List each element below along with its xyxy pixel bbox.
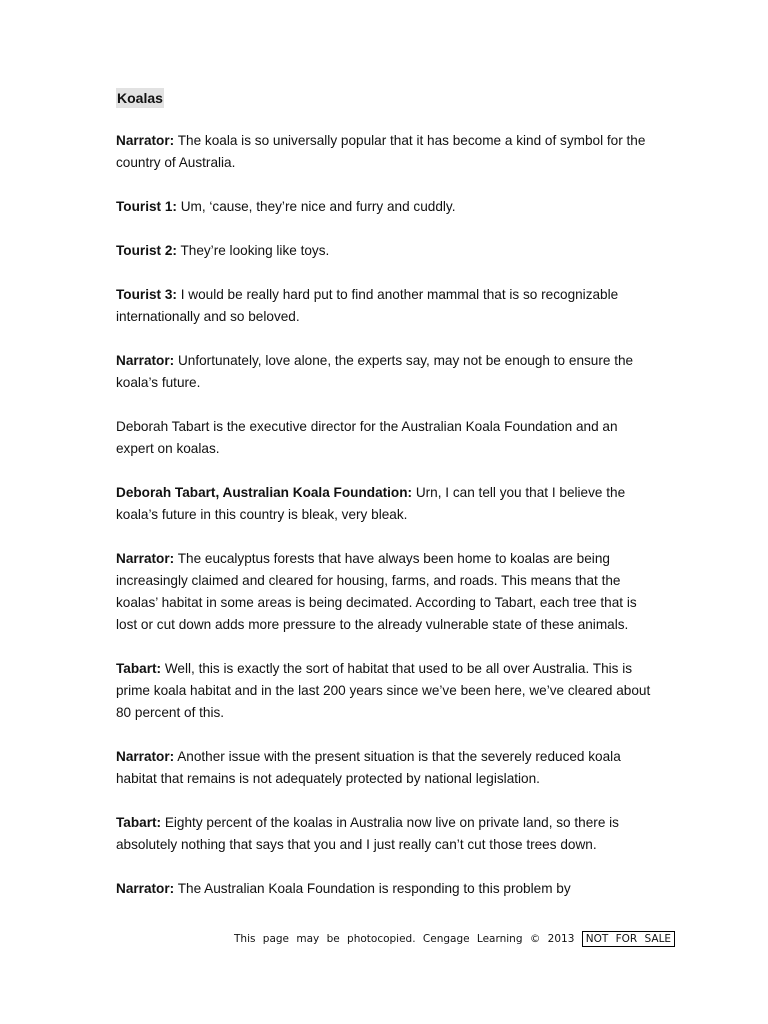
paragraph-text: Another issue with the present situation is that the severely reduced koala habitat that remains is not adequately protected by national legislation. (116, 749, 621, 786)
paragraph-narrator-4 (116, 746, 656, 790)
speaker-label: Narrator: (116, 551, 175, 566)
speaker-label: Tabart: (116, 661, 162, 676)
paragraph-text: Eighty percent of the koalas in Australia now live on private land, so there is absolutely nothing that says that you and I just really can’t cut those trees down. (116, 815, 619, 852)
paragraph-text: They’re looking like toys. (176, 243, 330, 258)
paragraph-deborah-tabart (116, 482, 656, 526)
paragraph-text: Deborah Tabart is the executive director for the Australian Koala Foundation and an expert on koalas. (116, 419, 618, 456)
photocopy-notice: This page may be photocopied. Cengage Learning © 2013 (234, 933, 575, 945)
paragraph-narrator-1 (116, 130, 656, 174)
speaker-label: Narrator: (116, 749, 175, 764)
page-footer (234, 931, 672, 947)
speaker-label: Deborah Tabart, Australian Koala Foundation: (116, 485, 413, 500)
speaker-label: Tourist 3: (116, 287, 177, 302)
paragraph-tourist-1 (116, 196, 656, 218)
paragraph-tourist-2 (116, 240, 656, 262)
paragraph-text: Well, this is exactly the sort of habitat that used to be all over Australia. This is prime koala habitat and in the last 200 years since we’ve been here, we’ve cleared about 80 percent of this. (116, 661, 651, 720)
paragraph-tabart-2 (116, 812, 656, 856)
paragraph-text: Urn, I can tell you that I believe the koala’s future in this country is bleak, very bleak. (116, 485, 626, 522)
paragraph-text: The koala is so universally popular that it has become a kind of symbol for the country of Australia. (116, 133, 646, 170)
speaker-label: Tabart: (116, 815, 162, 830)
paragraph-text: The Australian Koala Foundation is responding to this problem by (174, 881, 571, 896)
paragraph-narrator-5 (116, 878, 656, 900)
not-for-sale-stamp: NOT FOR SALE (582, 931, 675, 947)
speaker-label: Narrator: (116, 133, 175, 148)
paragraph-text: I would be really hard put to find another mammal that is so recognizable internationally and so beloved. (116, 287, 619, 324)
paragraph-tabart-1 (116, 658, 656, 724)
speaker-label: Narrator: (116, 881, 175, 896)
document-title: Koalas (117, 90, 163, 106)
document-page (116, 88, 656, 922)
paragraph-narrator-3 (116, 548, 656, 636)
paragraph-text: Unfortunately, love alone, the experts say, may not be enough to ensure the koala’s future. (116, 353, 634, 390)
paragraph-tourist-3 (116, 284, 656, 328)
paragraph-text: The eucalyptus forests that have always been home to koalas are being increasingly claimed and cleared for housing, farms, and roads. This means that the koalas’ habitat in some areas is being decimated. According to Tabart, each tree that is lost or cut down adds more pressure to the already vulnerable state of these animals. (116, 551, 637, 632)
speaker-label: Narrator: (116, 353, 175, 368)
paragraph-narrator-2 (116, 350, 656, 394)
paragraph-deborah-intro (116, 416, 656, 460)
paragraph-text: Um, ‘cause, they’re nice and furry and cuddly. (176, 199, 456, 214)
speaker-label: Tourist 2: (116, 243, 177, 258)
speaker-label: Tourist 1: (116, 199, 177, 214)
